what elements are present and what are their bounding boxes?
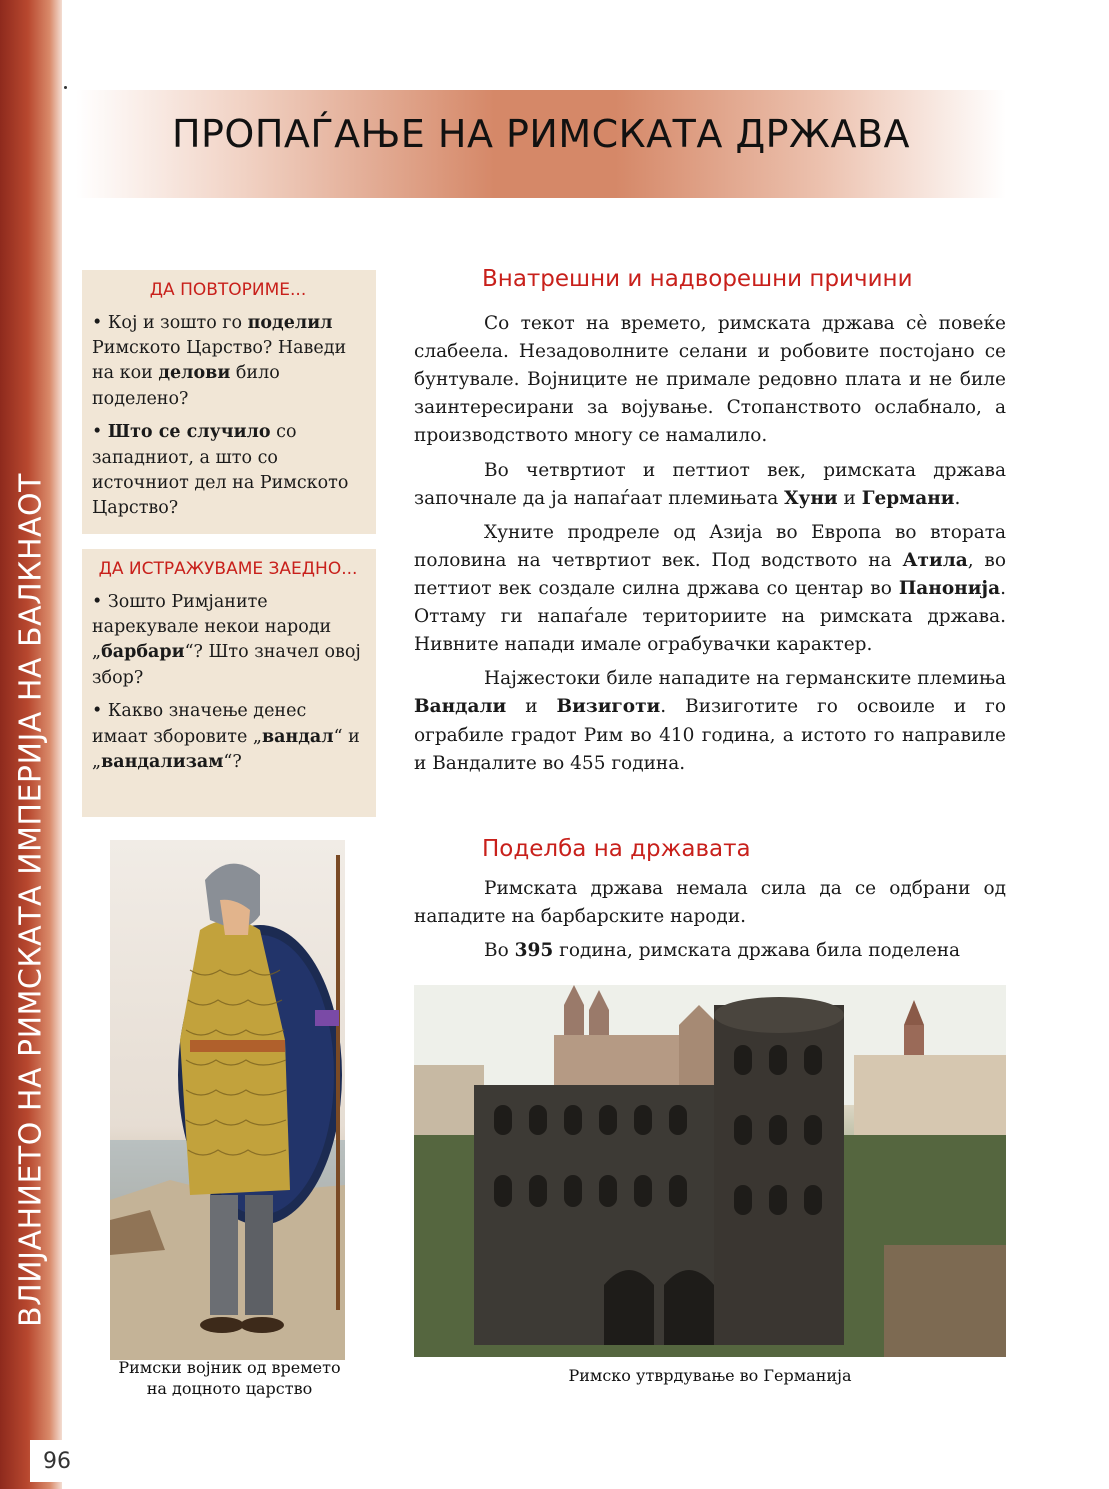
explore-question-2: • Какво значење денес имаат зборовите „вандал“ и „вандализам“? bbox=[92, 701, 360, 772]
chapter-title: ВЛИЈАНИЕТО НА РИМСКАТА ИМПЕРИЈА НА БАЛКНАОТ bbox=[13, 473, 49, 1327]
causes-paragraph-1: Со текот на времето, римската држава сѐ повеќе слабеела. Незадоволните селани и робовите постојано се бунтувале. Војниците не примале редовно плата и не биле заинтересирани за војување. Стопанството ослабнало, а производството многу се намалило. bbox=[414, 313, 1006, 447]
section-heading-division: Поделба на државата bbox=[482, 836, 751, 862]
causes-paragraph-2: Во четвртиот и петтиот век, римската држава започнале да ја напаѓаат племињата Хуни и Германи. bbox=[414, 459, 1006, 509]
soldier-caption bbox=[82, 1358, 377, 1400]
division-text bbox=[414, 875, 1006, 971]
soldier-caption-line-1: Римски војник од времето bbox=[118, 1358, 341, 1377]
soldier-caption-line-2: на доцното царство bbox=[146, 1378, 313, 1398]
page-title: ПРОПАЃАЊЕ НА РИМСКАТА ДРЖАВА bbox=[171, 112, 911, 156]
review-heading: ДА ПОВТОРИМЕ... bbox=[149, 280, 307, 300]
explore-question-1: • Зошто Римјаните нарекувале некои народи „барбари“? Што значел овој збор? bbox=[92, 591, 361, 688]
causes-text bbox=[414, 310, 1006, 784]
explore-box bbox=[82, 549, 376, 817]
review-question-2: • Што се случило со западниот, а што со источниот дел на Римското Царство? bbox=[92, 422, 349, 519]
explore-heading: ДА ИСТРАЖУВАМЕ ЗАЕДНО... bbox=[98, 559, 358, 579]
page-number: 96 bbox=[30, 1440, 84, 1482]
review-question-1: • Кој и зошто го поделил Римското Царство? Наведи на кои делови било поделено? bbox=[92, 312, 347, 409]
review-box bbox=[82, 270, 376, 534]
causes-paragraph-3: Хуните продреле од Азија во Европа во втората половина на четвртиот век. Под водството на Атила, во петтиот век создале силна држава со центар во Панонија. Оттаму ги напаѓале териториите на римската држава. Нивните напади имале ограбувачки карактер. bbox=[414, 521, 1006, 656]
roman-soldier-drawing bbox=[110, 840, 345, 1360]
section-heading-causes: Внатрешни и надворешни причини bbox=[482, 266, 913, 292]
division-paragraph-1: Римската држава немала сила да се одбрани од нападите на барбарските народи. bbox=[414, 878, 1006, 928]
roman-fortification-photo bbox=[414, 985, 1006, 1357]
division-paragraph-2: Во 395 година, римската држава била поделена bbox=[484, 940, 961, 962]
porta-nigra-drawing bbox=[414, 985, 1006, 1357]
decorative-dot bbox=[64, 86, 67, 89]
roman-soldier-illustration bbox=[110, 840, 345, 1360]
fort-caption: Римско утврдување во Германија bbox=[568, 1366, 852, 1385]
causes-paragraph-4: Најжестоки биле нападите на германските племиња Вандали и Визиготи. Визиготите го освоиле и го ограбиле градот Рим во 410 година, а истото го направиле и Вандалите во 455 година. bbox=[414, 668, 1006, 774]
